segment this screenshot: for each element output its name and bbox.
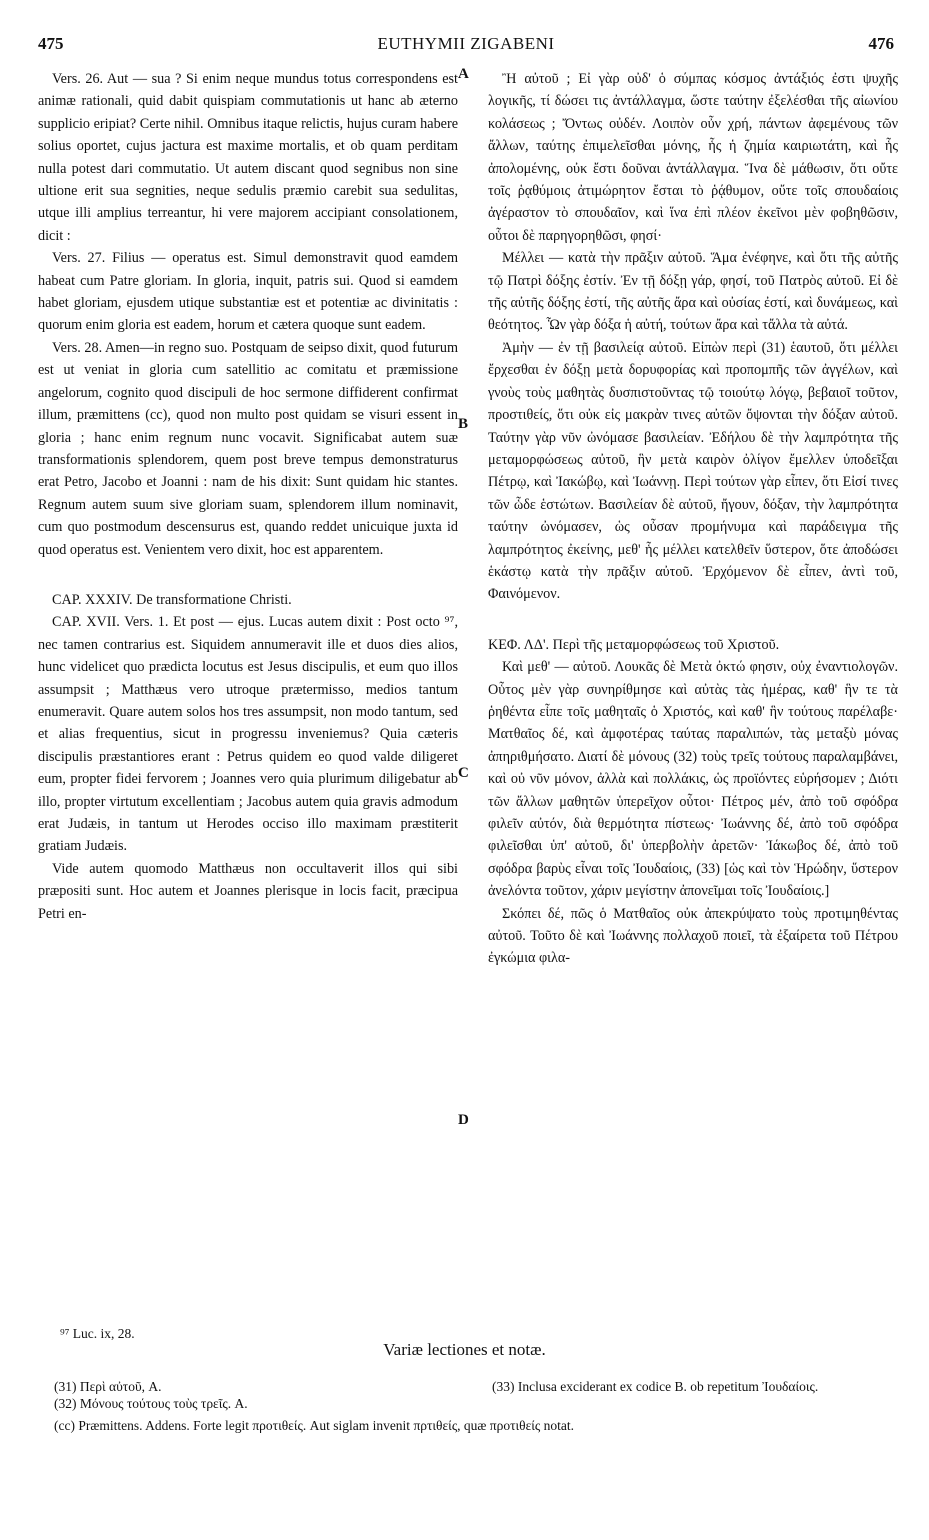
running-title: EUTHYMII ZIGABENI	[377, 34, 555, 53]
page-number-left: 475	[38, 34, 64, 53]
footnote: ⁹⁷ Luc. ix, 28.	[60, 1326, 135, 1341]
greek-chapter-heading: ΚΕΦ. ΛΔ'. Περὶ τῆς μεταμορφώσεως τοῦ Χριστοῦ.	[488, 636, 780, 653]
latin-chapter-heading: CAP. XXXIV. De transformatione Christi.	[52, 591, 292, 608]
greek-paragraph: Ἀμὴν — ἐν τῇ βασιλείᾳ αὐτοῦ. Εἰπὼν περὶ (31) ἑαυτοῦ, ὅτι μέλλει ἔρχεσθαι ἐν δόξῃ μετὰ δορυφορίας καὶ προπομπῆς τῶν ἀγγέλων, καὶ γνοὺς τοὺς μαθητὰς δυσπιστοῦντας τῷ τοιούτῳ λόγῳ, βεβαιοῖ τοῦτον, προστιθείς, ὅτι οὐκ εἰς μακρὰν τινες αὐτῶν ὄψονται τὴν δόξαν αὐτοῦ. Ταύτην γὰρ νῦν ὠνόμασε βασιλείαν. Ἐδήλου δὲ τὴν λαμπρότητα τῆς μεταμορφώσεως αὐτοῦ, ἣν μετὰ καιρὸν ὀλίγον ἔμελλεν ὑποδεῖξαι Πέτρῳ, καὶ Ἰακώβῳ, καὶ Ἰωάννῃ. Περὶ τούτων γὰρ εἶπεν, ὅτι Εἰσί τινες τῶν ὧδε ἑστώτων. Βασιλείαν δὲ αὐτοῦ, ἤγουν, δόξαν, τὴν λαμπρότητα ταύτην ὠνόμασεν, ὡς οὖσαν προμήνυμα καὶ παράδειγμα τῆς λαμπρότητος ἐκείνης, μεθ' ἧς μέλλει κατελθεῖν ὕστερον, ὅτε ἀποδώσει ἑκάστῳ κατὰ τὴν πρᾶξιν αὐτοῦ. Ἐρχόμενον δὲ εἶπεν, ἀντὶ τοῦ, Φαινόμενον.	[488, 339, 898, 603]
latin-paragraph: Vers. 28. Amen—in regno suo. Postquam de seipso dixit, quod futurum est ut veniat in gloria cum satellitio ac comitatu et præmissione angelorum, cognito quod discipuli de hoc sermone diffiderent confirmat illum, præmittens (cc), quod non multo post quidam se visuri essent in gloria ; hanc enim regnum nunc vocavit. Significabat autem suæ transformationis splendorem, quem post breve tempus demonstraturus erat Petro, Jacobo et Joanni : nam de his dixit: Sunt quidam hic stantes. Regnum autem suum sive gloriam suam, splendorem illum nominavit, cum quo postmodum descensurus est, quando reddet unicuique juxta id quod operatus est. Venientem vero dixit, hoc est apparentem.	[38, 339, 458, 558]
greek-paragraph: Σκόπει δέ, πῶς ὁ Ματθαῖος οὐκ ἀπεκρύψατο τοὺς προτιμηθέντας αὐτοῦ. Τοῦτο δὲ καὶ Ἰωάννης πολλαχοῦ ποιεῖ, τὰ ἐξαίρετα τοῦ Πέτρου ἐγκώμια φιλα-	[488, 905, 898, 967]
note-item: (31) Περὶ αὐτοῦ, A.	[54, 1379, 162, 1394]
greek-paragraph: Καὶ μεθ' — αὐτοῦ. Λουκᾶς δὲ Μετὰ ὀκτώ φησιν, οὐχ ἐναντιολογῶν. Οὗτος μὲν γὰρ συνηρίθμησε καὶ αὐτὰς τὰς ἡμέρας, καθ' ἣν τε τὰ ῥηθέντα εἶπε τοῖς μαθηταῖς ὁ Χριστός, καὶ καθ' ἣν τούτους παρέλαβε· Ματθαῖος δέ, καὶ ἀμφοτέρας ταύτας παραλιπών, τὰς μεταξὺ μόνας ἀπηριθμήσατο. Διατί δὲ μόνους (32) τοὺς τρεῖς τούτους παραλαμβάνει, καὶ οὐ νῦν μόνον, ἀλλὰ καὶ πολλάκις, ὡς προϊόντες εὑρήσομεν ; Διότι τῶν ἄλλων μαθητῶν ὑπερεῖχον οὗτοι· Πέτρος μέν, ἀπὸ τοῦ σφόδρα φιλεῖν αὐτόν, διὰ θερμότητα πίστεως· Ἰωάννης δέ, ἀπὸ τοῦ σφόδρα φιλεῖσθαι ὑπ' αὐτοῦ, δι' ὑπερβολὴν ἀρετῶν· Ἰάκωβος δέ, ἀπὸ τοῦ σφόδρα βαρὺς εἶναι τοῖς Ἰουδαίοις, (33) [ὡς καὶ τὸν Ἡρώδην, ὕστερον ἀνελόντα τοῦτον, χάριν μεγίστην ἀπονεῖμαι τοῖς Ἰουδαίοις.]	[488, 659, 898, 900]
latin-paragraph: Vide autem quomodo Matthæus non occultaverit illos qui sibi præpositi sunt. Hoc autem et Joannes plerisque in locis facit, præcipua Petri en-	[38, 860, 458, 922]
note-item: (33) Inclusa exciderant ex codice B. ob repetitum Ἰουδαίοις.	[492, 1379, 819, 1394]
page-number-right: 476	[868, 34, 894, 53]
notes-left	[54, 1378, 454, 1412]
note-item: (32) Μόνους τούτους τοὺς τρεῖς. A.	[54, 1396, 248, 1411]
latin-paragraph: Vers. 26. Aut — sua ? Si enim neque mundus totus correspondens est animæ rationali, quid dabit quispiam commutationis ut hanc ab æterno supplicio eripiat? Certe nihil. Omnibus itaque relictis, hujus curam habere solius oportet, cujus jactura est maxime mortalis, et ob quam perditam nulla potest dari commutatio. Ut autem discant quod segnibus non sine ultione erit sua segnities, neque sedulis præmio carebit sua sedulitas, utque illi amplius terreantur, hi vere majorem accipiant consolationem, dicit :	[38, 71, 458, 244]
page-header	[38, 34, 894, 58]
section-marker: A	[458, 66, 469, 82]
variae-lectiones-title: Variæ lectiones et notæ.	[383, 1340, 546, 1359]
note-cc: (cc) Præmittens. Addens. Forte legit προτιθείς. Aut siglam invenit πρτιθείς, quæ προτιθείς notat.	[54, 1418, 575, 1433]
latin-paragraph: Vers. 27. Filius — operatus est. Simul demonstravit quod eamdem habeat cum Patre gloriam. In gloria, inquit, patris sui. Quod si eamdem habet gloriam, ejusdem utique substantiæ est et potentiæ ac divinitatis : quorum enim gloria est eadem, horum et cætera quoque sunt eadem.	[38, 250, 458, 334]
greek-column	[488, 68, 898, 970]
section-marker: C	[458, 765, 469, 781]
section-marker: B	[458, 416, 469, 432]
section-marker: D	[458, 1112, 469, 1128]
notes-right	[492, 1378, 896, 1395]
greek-paragraph: Ἢ αὐτοῦ ; Εἰ γὰρ οὐδ' ὁ σύμπας κόσμος ἀντάξιός ἐστι ψυχῆς λογικῆς, τί δώσει τις ἀντάλλαγμα, ὥστε ταύτην ἐξελέσθαι τῆς αἰωνίου κολάσεως ; Ὄντως οὐδέν. Λοιπὸν οὖν χρή, πάντων ἀφεμένους τῶν ἄλλων, ταύτης ἐπιμελεῖσθαι μόνης, ἧς ἡ ζημία καιριωτάτη, καὶ ἧς ἀπολομένης, οὐκ ἔστι δοῦναι ἀντάλλαγμα. Ἵνα δὲ μάθωσιν, ὅτι οὔτε τοῖς ῥᾳθύμοις ἀτιμώρητον ἔσται τὸ ῥᾴθυμον, οὔτε τοῖς σπουδαίοις ἀγέραστον τὸ σπουδαῖον, καὶ ἵνα ἐπὶ πλέον ἐκεῖνοι μὲν φοβηθῶσιν, οὗτοι δὲ παρηγορηθῶσι, φησί·	[488, 71, 898, 244]
latin-paragraph: CAP. XVII. Vers. 1. Et post — ejus. Lucas autem dixit : Post octo ⁹⁷, nec tamen contrarius est. Siquidem annumeravit ille et duos dies alios, hunc videlicet quo prædicta locutus est Jesus discipulis, et eum quo illos assumpsit ; Matthæus vero utroque prætermisso, medios tantum enumeravit. Quare autem solos hos tres assumpsit, non modo tantum, sed et alias frequentius, sicut in progressu inveniemus? Quia cæteris discipulis præstantiores erant : Petrus quidem eo quod valde diligeret eum, propter fidei fervorem ; Joannes vero quia plurimum diligebatur ab illo, propter virtutum excellentiam ; Jacobus autem quia gravis admodum erat Judæis, in tantum ut Herodes occiso illo maximam præstiterit gratiam Judæis.	[38, 614, 458, 855]
greek-paragraph: Μέλλει — κατὰ τὴν πρᾶξιν αὐτοῦ. Ἅμα ἐνέφηνε, καὶ ὅτι τῆς αὐτῆς τῷ Πατρὶ δόξης ἐστίν. Ἐν τῇ δόξῃ γάρ, φησί, τοῦ Πατρὸς αὐτοῦ. Εἰ δὲ τῆς αὐτῆς δόξης ἐστί, τῆς αὐτῆς ἄρα καὶ οὐσίας ἐστί, καὶ δυνάμεως, καὶ θεότητος. Ὧν γὰρ δόξα ἡ αὐτή, τούτων ἄρα καὶ τἄλλα τὰ αὐτά.	[488, 250, 898, 334]
latin-column	[38, 68, 458, 925]
